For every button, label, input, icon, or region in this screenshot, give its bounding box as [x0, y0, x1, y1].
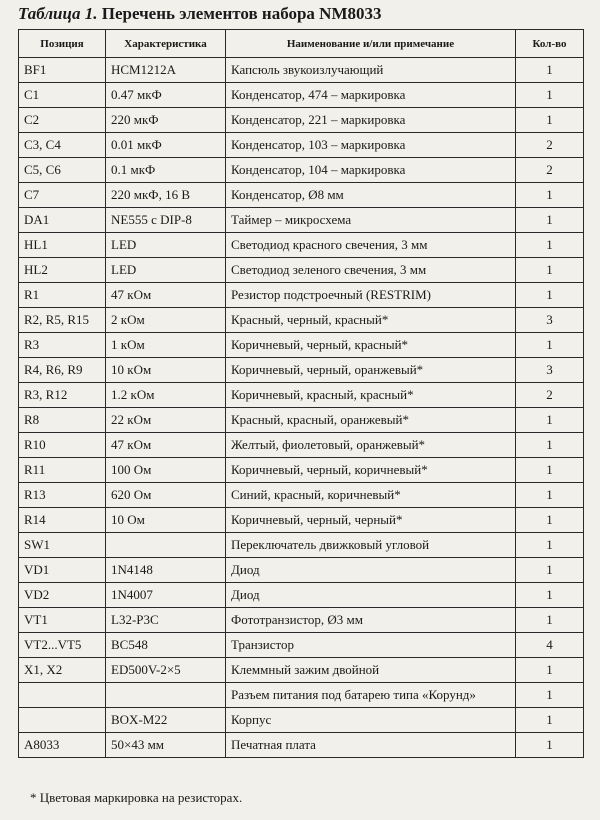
cell-quantity: 1 — [516, 408, 584, 433]
table-header-row — [19, 30, 584, 58]
cell-position: R2, R5, R15 — [19, 308, 106, 333]
cell-position: C2 — [19, 108, 106, 133]
table-row — [19, 83, 584, 108]
cell-characteristic: 1.2 кОм — [106, 383, 226, 408]
table-row — [19, 233, 584, 258]
cell-characteristic: NE555 с DIP-8 — [106, 208, 226, 233]
cell-name-note: Красный, черный, красный* — [226, 308, 516, 333]
table-caption-text: Перечень элементов набора NM8033 — [101, 4, 382, 23]
table-row — [19, 183, 584, 208]
table-row — [19, 133, 584, 158]
cell-characteristic: 10 Ом — [106, 508, 226, 533]
cell-characteristic: 620 Ом — [106, 483, 226, 508]
cell-name-note: Конденсатор, 221 – маркировка — [226, 108, 516, 133]
cell-characteristic: LED — [106, 233, 226, 258]
table-row — [19, 208, 584, 233]
cell-name-note: Светодиод красного свечения, 3 мм — [226, 233, 516, 258]
cell-name-note: Диод — [226, 583, 516, 608]
cell-position: C3, C4 — [19, 133, 106, 158]
table-row — [19, 508, 584, 533]
table-row — [19, 358, 584, 383]
cell-characteristic: 220 мкФ — [106, 108, 226, 133]
cell-name-note: Светодиод зеленого свечения, 3 мм — [226, 258, 516, 283]
cell-name-note: Переключатель движковый угловой — [226, 533, 516, 558]
table-row — [19, 258, 584, 283]
cell-name-note: Красный, красный, оранжевый* — [226, 408, 516, 433]
cell-name-note: Конденсатор, 104 – маркировка — [226, 158, 516, 183]
cell-characteristic — [106, 533, 226, 558]
cell-position: VD1 — [19, 558, 106, 583]
cell-position — [19, 683, 106, 708]
cell-name-note: Печатная плата — [226, 733, 516, 758]
cell-position: C1 — [19, 83, 106, 108]
cell-quantity: 1 — [516, 258, 584, 283]
cell-characteristic: 47 кОм — [106, 433, 226, 458]
cell-position: R3, R12 — [19, 383, 106, 408]
cell-quantity: 2 — [516, 158, 584, 183]
cell-name-note: Конденсатор, 474 – маркировка — [226, 83, 516, 108]
cell-position: HL2 — [19, 258, 106, 283]
cell-quantity: 1 — [516, 208, 584, 233]
table-row — [19, 433, 584, 458]
cell-characteristic: 0.1 мкФ — [106, 158, 226, 183]
cell-quantity: 1 — [516, 733, 584, 758]
cell-position: VD2 — [19, 583, 106, 608]
cell-characteristic: 220 мкФ, 16 В — [106, 183, 226, 208]
cell-position: R4, R6, R9 — [19, 358, 106, 383]
cell-position: R3 — [19, 333, 106, 358]
table-row — [19, 708, 584, 733]
cell-quantity: 1 — [516, 483, 584, 508]
cell-characteristic: ED500V-2×5 — [106, 658, 226, 683]
table-row — [19, 158, 584, 183]
table-row — [19, 733, 584, 758]
cell-position: R13 — [19, 483, 106, 508]
cell-position: VT1 — [19, 608, 106, 633]
cell-name-note: Синий, красный, коричневый* — [226, 483, 516, 508]
cell-characteristic: 0.47 мкФ — [106, 83, 226, 108]
components-table — [18, 29, 584, 758]
table-row — [19, 683, 584, 708]
cell-quantity: 1 — [516, 708, 584, 733]
table-row — [19, 308, 584, 333]
table-body — [19, 58, 584, 758]
header-position: Позиция — [19, 30, 106, 58]
header-characteristic: Характеристика — [106, 30, 226, 58]
table-row — [19, 108, 584, 133]
cell-quantity: 4 — [516, 633, 584, 658]
header-name-note: Наименование и/или примечание — [226, 30, 516, 58]
cell-name-note: Конденсатор, 103 – маркировка — [226, 133, 516, 158]
cell-quantity: 1 — [516, 683, 584, 708]
cell-position: R8 — [19, 408, 106, 433]
cell-quantity: 1 — [516, 233, 584, 258]
cell-quantity: 1 — [516, 108, 584, 133]
cell-position: R11 — [19, 458, 106, 483]
table-row — [19, 558, 584, 583]
cell-position: R14 — [19, 508, 106, 533]
cell-characteristic: HCM1212A — [106, 58, 226, 83]
cell-characteristic: 50×43 мм — [106, 733, 226, 758]
cell-name-note: Коричневый, черный, черный* — [226, 508, 516, 533]
cell-characteristic: 100 Ом — [106, 458, 226, 483]
cell-position: DA1 — [19, 208, 106, 233]
table-caption — [18, 4, 588, 28]
header-quantity: Кол-во — [516, 30, 584, 58]
cell-characteristic — [106, 683, 226, 708]
cell-quantity: 3 — [516, 358, 584, 383]
cell-characteristic: 22 кОм — [106, 408, 226, 433]
cell-quantity: 1 — [516, 58, 584, 83]
cell-quantity: 3 — [516, 308, 584, 333]
cell-characteristic: 2 кОм — [106, 308, 226, 333]
cell-position: C7 — [19, 183, 106, 208]
cell-characteristic: 47 кОм — [106, 283, 226, 308]
cell-name-note: Желтый, фиолетовый, оранжевый* — [226, 433, 516, 458]
cell-position: R10 — [19, 433, 106, 458]
table-row — [19, 533, 584, 558]
cell-quantity: 1 — [516, 433, 584, 458]
table-row — [19, 483, 584, 508]
cell-characteristic: BOX-M22 — [106, 708, 226, 733]
cell-quantity: 1 — [516, 183, 584, 208]
cell-characteristic: 0.01 мкФ — [106, 133, 226, 158]
cell-quantity: 1 — [516, 658, 584, 683]
cell-name-note: Конденсатор, Ø8 мм — [226, 183, 516, 208]
cell-position: C5, C6 — [19, 158, 106, 183]
table-row — [19, 408, 584, 433]
cell-name-note: Корпус — [226, 708, 516, 733]
cell-quantity: 1 — [516, 333, 584, 358]
cell-name-note: Фототранзистор, Ø3 мм — [226, 608, 516, 633]
cell-position: HL1 — [19, 233, 106, 258]
table-row — [19, 633, 584, 658]
cell-name-note: Клеммный зажим двойной — [226, 658, 516, 683]
cell-name-note: Капсюль звукоизлучающий — [226, 58, 516, 83]
cell-name-note: Разъем питания под батарею типа «Корунд» — [226, 683, 516, 708]
cell-characteristic: 1N4148 — [106, 558, 226, 583]
cell-characteristic: 10 кОм — [106, 358, 226, 383]
cell-quantity: 1 — [516, 83, 584, 108]
cell-position: SW1 — [19, 533, 106, 558]
cell-position: X1, X2 — [19, 658, 106, 683]
cell-characteristic: 1 кОм — [106, 333, 226, 358]
cell-name-note: Коричневый, черный, красный* — [226, 333, 516, 358]
cell-name-note: Коричневый, черный, коричневый* — [226, 458, 516, 483]
cell-characteristic: BC548 — [106, 633, 226, 658]
footnote: * Цветовая маркировка на резисторах. — [30, 790, 243, 805]
cell-quantity: 2 — [516, 383, 584, 408]
cell-quantity: 1 — [516, 533, 584, 558]
cell-position: A8033 — [19, 733, 106, 758]
cell-position: R1 — [19, 283, 106, 308]
table-row — [19, 383, 584, 408]
cell-quantity: 1 — [516, 508, 584, 533]
cell-quantity: 2 — [516, 133, 584, 158]
table-row — [19, 333, 584, 358]
cell-quantity: 1 — [516, 608, 584, 633]
cell-name-note: Транзистор — [226, 633, 516, 658]
cell-name-note: Коричневый, красный, красный* — [226, 383, 516, 408]
cell-quantity: 1 — [516, 283, 584, 308]
cell-name-note: Диод — [226, 558, 516, 583]
table-row — [19, 583, 584, 608]
table-caption-number: Таблица 1. — [18, 4, 98, 23]
cell-position: VT2...VT5 — [19, 633, 106, 658]
table-row — [19, 608, 584, 633]
cell-name-note: Коричневый, черный, оранжевый* — [226, 358, 516, 383]
table-row — [19, 58, 584, 83]
cell-characteristic: LED — [106, 258, 226, 283]
cell-quantity: 1 — [516, 458, 584, 483]
cell-position — [19, 708, 106, 733]
cell-name-note: Резистор подстроечный (RESTRIM) — [226, 283, 516, 308]
cell-quantity: 1 — [516, 583, 584, 608]
cell-characteristic: 1N4007 — [106, 583, 226, 608]
cell-position: BF1 — [19, 58, 106, 83]
cell-name-note: Таймер – микросхема — [226, 208, 516, 233]
table-row — [19, 458, 584, 483]
table-row — [19, 658, 584, 683]
cell-quantity: 1 — [516, 558, 584, 583]
cell-characteristic: L32-P3C — [106, 608, 226, 633]
table-row — [19, 283, 584, 308]
